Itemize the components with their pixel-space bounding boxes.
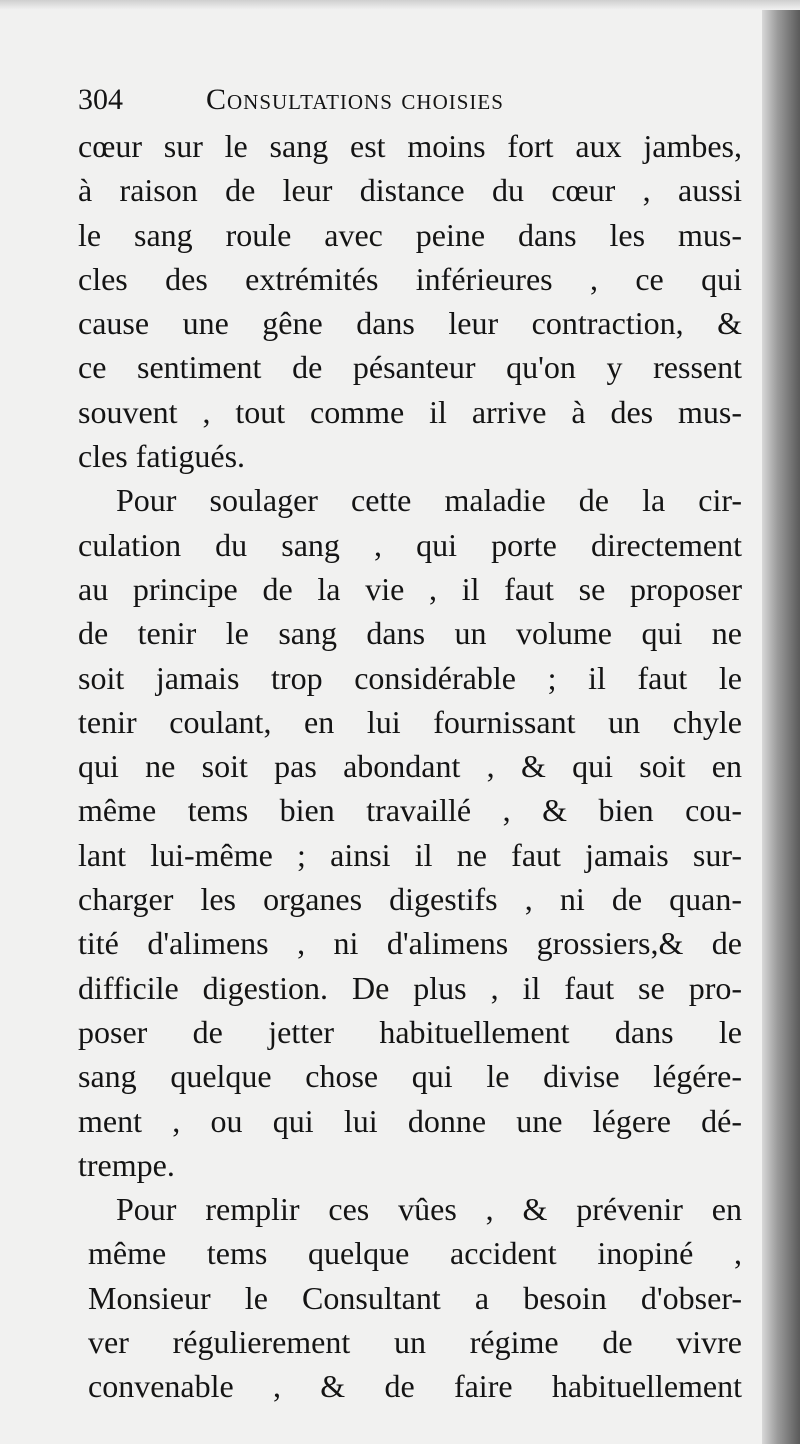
text-line: tenir coulant, en lui fournissant un chyle: [78, 703, 742, 740]
text-line: cles fatigués.: [78, 438, 246, 475]
paragraph-start-line: Pour remplir ces vûes , & prévenir en: [116, 1191, 742, 1228]
text-line: cles des extrémités inférieures , ce qui: [78, 260, 742, 297]
scan-top-shadow: [0, 0, 800, 10]
text-line: soit jamais trop considérable ; il faut le: [78, 659, 742, 696]
text-line: sang quelque chose qui le divise légére-: [78, 1058, 742, 1095]
text-line: charger les organes digestifs , ni de quan-: [78, 881, 742, 918]
text-line: ver régulierement un régime de vivre: [88, 1324, 742, 1361]
text-line: cause une gêne dans leur contraction, &: [78, 305, 742, 342]
text-line: à raison de leur distance du cœur , aussi: [78, 172, 742, 209]
text-line: même tems bien travaillé , & bien cou-: [78, 792, 742, 829]
text-line: tité d'alimens , ni d'alimens grossiers,& de: [78, 925, 742, 962]
body-text: [78, 124, 742, 1409]
text-line: ce sentiment de pésanteur qu'on y ressent: [78, 349, 742, 386]
text-line: poser de jetter habituellement dans le: [78, 1013, 742, 1050]
text-line: au principe de la vie , il faut se proposer: [78, 570, 742, 607]
text-line: lant lui-même ; ainsi il ne faut jamais sur-: [78, 836, 742, 873]
running-title: Consultations choisies: [206, 83, 504, 116]
text-line: ment , ou qui lui donne une légere dé-: [78, 1102, 742, 1139]
text-line: difficile digestion. De plus , il faut se pro-: [78, 969, 742, 1006]
scan-edge-shadow: [762, 0, 800, 1444]
text-line: souvent , tout comme il arrive à des mus-: [78, 393, 742, 430]
paragraph-start-line: Pour soulager cette maladie de la cir-: [116, 482, 742, 519]
text-line: trempe.: [78, 1146, 175, 1183]
text-line: cœur sur le sang est moins fort aux jambes,: [78, 128, 742, 164]
text-line: qui ne soit pas abondant , & qui soit en: [78, 748, 742, 785]
page-header: [78, 78, 738, 122]
text-line: le sang roule avec peine dans les mus-: [78, 216, 742, 253]
text-line: de tenir le sang dans un volume qui ne: [78, 615, 742, 652]
text-line: culation du sang , qui porte directement: [78, 526, 742, 563]
page-number: 304: [78, 83, 123, 116]
text-line: convenable , & de faire habituellement: [88, 1368, 742, 1405]
text-line: même tems quelque accident inopiné ,: [88, 1235, 742, 1272]
text-line: Monsieur le Consultant a besoin d'obser-: [88, 1279, 742, 1316]
